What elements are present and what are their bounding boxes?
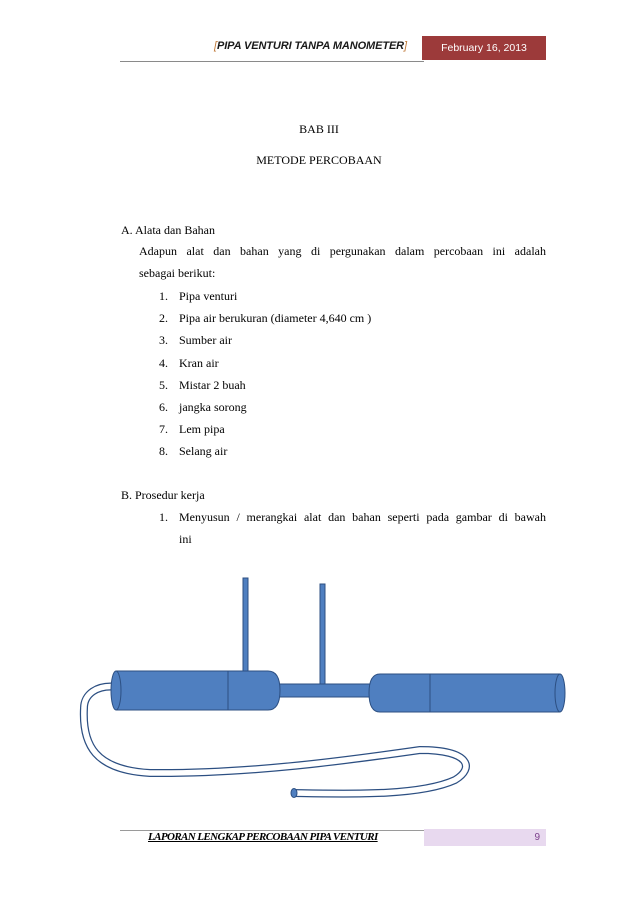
section-a-intro-line1: Adapun alat dan bahan yang di pergunakan dalam percobaan ini adalah	[139, 244, 546, 258]
manometer-tube-1	[243, 578, 248, 674]
section-b-heading: B. Prosedur kerja	[121, 488, 205, 502]
section-a-heading: A. Alata dan Bahan	[121, 223, 215, 237]
outlet-pipe	[369, 674, 565, 712]
venturi-apparatus-figure	[0, 560, 638, 810]
header-bracket-open: [	[214, 40, 217, 52]
header-title-text: PIPA VENTURI TANPA MANOMETER	[216, 40, 405, 52]
chapter-number: BAB III	[299, 122, 339, 136]
inlet-pipe	[111, 671, 280, 710]
step1-line1: Menyusun / merangkai alat dan bahan seperti pada gambar di bawah	[179, 510, 546, 524]
footer-title: LAPORAN LENGKAP PERCOBAAN PIPA VENTURI	[148, 831, 378, 843]
header-bracket-close: ]	[404, 40, 407, 52]
header-divider	[120, 61, 424, 62]
step1-line2: ini	[179, 532, 192, 546]
manometer-tube-2	[320, 584, 325, 688]
section-a-intro-line2: sebagai berikut:	[139, 266, 216, 280]
chapter-title: METODE PERCOBAAN	[256, 153, 382, 167]
venturi-throat	[275, 684, 373, 697]
page-number: 9	[424, 829, 546, 846]
header-title	[214, 40, 407, 52]
header-date: February 16, 2013	[422, 36, 546, 60]
step1-number: 1.	[159, 510, 168, 524]
